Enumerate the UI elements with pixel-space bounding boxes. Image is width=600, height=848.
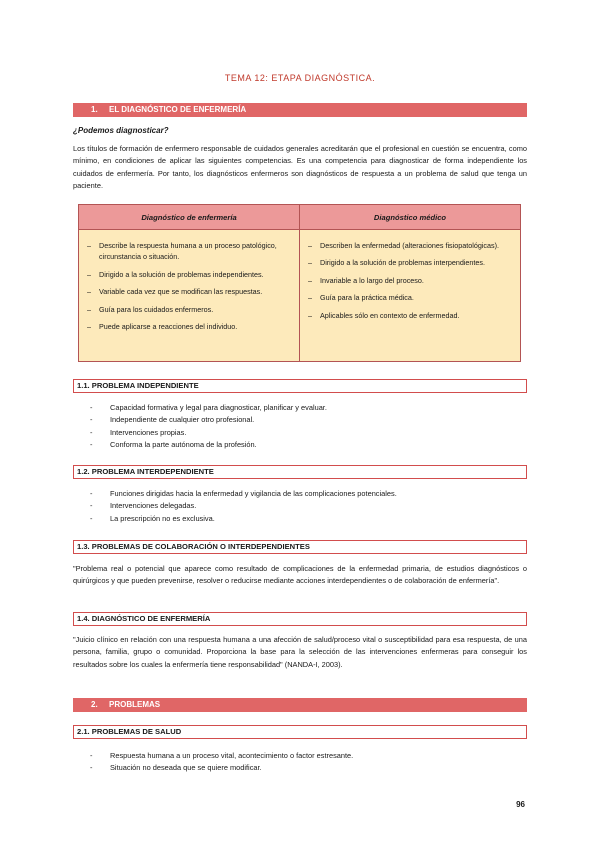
list-item: – Describen la enfermedad (alteraciones fisiopatológicas). <box>308 240 514 251</box>
medical-diagnosis-list <box>308 240 514 321</box>
list-item: – Dirigido a la solución de problemas independientes. <box>87 269 293 280</box>
list-item: - Conforma la parte autónoma de la profesión. <box>90 439 327 451</box>
list-item: – Guía para los cuidados enfermeros. <box>87 304 293 315</box>
list-item: – Variable cada vez que se modifican las respuestas. <box>87 286 293 297</box>
list-item: - Respuesta humana a un proceso vital, acontecimiento o factor estresante. <box>90 750 353 762</box>
list-item: – Dirigido a la solución de problemas interpendientes. <box>308 257 514 268</box>
section-2-header <box>73 698 527 712</box>
section-1-header <box>73 103 527 117</box>
list-item: – Guía para la práctica médica. <box>308 292 514 303</box>
list-item: - Independiente de cualquier otro profesional. <box>90 414 327 426</box>
section-1-title: EL DIAGNÓSTICO DE ENFERMERÍA <box>109 105 247 114</box>
list-item: – Aplicables sólo en contexto de enfermedad. <box>308 310 514 321</box>
section-2-number: 2. <box>91 700 98 709</box>
list-item: – Puede aplicarse a reacciones del individuo. <box>87 321 293 332</box>
subsection-1-1-header: 1.1. PROBLEMA INDEPENDIENTE <box>73 379 527 393</box>
list-item: - Intervenciones delegadas. <box>90 500 397 512</box>
nursing-diagnosis-definition: "Juicio clínico en relación con una respuesta humana a una afección de salud/proceso vital o susceptibilidad para esa respuesta, de una persona, familia, grupo o comunidad. Proporciona la base para la selección de las intervenciones enfermeras para conseguir los resultados sobre los cuales la enfermería tiene responsabilidad" (NANDA-I, 2003). <box>73 635 527 669</box>
section-2-title: PROBLEMAS <box>109 700 161 709</box>
page-number: 96 <box>516 800 525 809</box>
list-item: - Situación no deseada que se quiere modificar. <box>90 762 353 774</box>
nursing-diagnosis-cell <box>79 230 300 362</box>
independent-problem-list <box>90 402 327 451</box>
health-problems-list <box>90 750 353 775</box>
list-item: - Intervenciones propias. <box>90 427 327 439</box>
question-heading: ¿Podemos diagnosticar? <box>73 126 169 135</box>
medical-diagnosis-cell <box>300 230 521 362</box>
list-item: – Describe la respuesta humana a un proceso patológico, circunstancia o situación. <box>87 240 293 263</box>
subsection-2-1-header: 2.1. PROBLEMAS DE SALUD <box>73 725 527 739</box>
nursing-diagnosis-header: Diagnóstico de enfermería <box>79 205 300 230</box>
collaboration-problems-definition: "Problema real o potencial que aparece como resultado de complicaciones de la enfermedad primaria, de estudios diagnósticos o quirúrgicos y que pueden prevenirse, resolver o reducirse mediante acciones interdependientes o de colaboración de enfermería". <box>73 564 527 586</box>
interdependent-problem-list <box>90 488 397 525</box>
subsection-1-3-header: 1.3. PROBLEMAS DE COLABORACIÓN O INTERDEPENDIENTES <box>73 540 527 554</box>
list-item: - Funciones dirigidas hacia la enfermedad y vigilancia de las complicaciones potenciales. <box>90 488 397 500</box>
medical-diagnosis-header: Diagnóstico médico <box>300 205 521 230</box>
subsection-1-4-header: 1.4. DIAGNÓSTICO DE ENFERMERÍA <box>73 612 527 626</box>
comparison-table <box>78 204 521 362</box>
intro-paragraph: Los títulos de formación de enfermero responsable de cuidados generales acreditarán que el profesional en cuestión se encuentra, como mínimo, en condiciones de aplicar las siguientes competencias. Es una competencia para diagnosticar de forma independiente los cuidados de enfermería. Por tanto, los diagnósticos enfermeros son diagnósticos de respuesta a un problema de salud que tenga un paciente. <box>73 144 527 190</box>
list-item: - Capacidad formativa y legal para diagnosticar, planificar y evaluar. <box>90 402 327 414</box>
subsection-1-2-header: 1.2. PROBLEMA INTERDEPENDIENTE <box>73 465 527 479</box>
nursing-diagnosis-list <box>87 240 293 332</box>
list-item: – Invariable a lo largo del proceso. <box>308 275 514 286</box>
section-1-number: 1. <box>91 105 98 114</box>
document-title: TEMA 12: ETAPA DIAGNÓSTICA. <box>224 73 376 83</box>
list-item: - La prescripción no es exclusiva. <box>90 513 397 525</box>
